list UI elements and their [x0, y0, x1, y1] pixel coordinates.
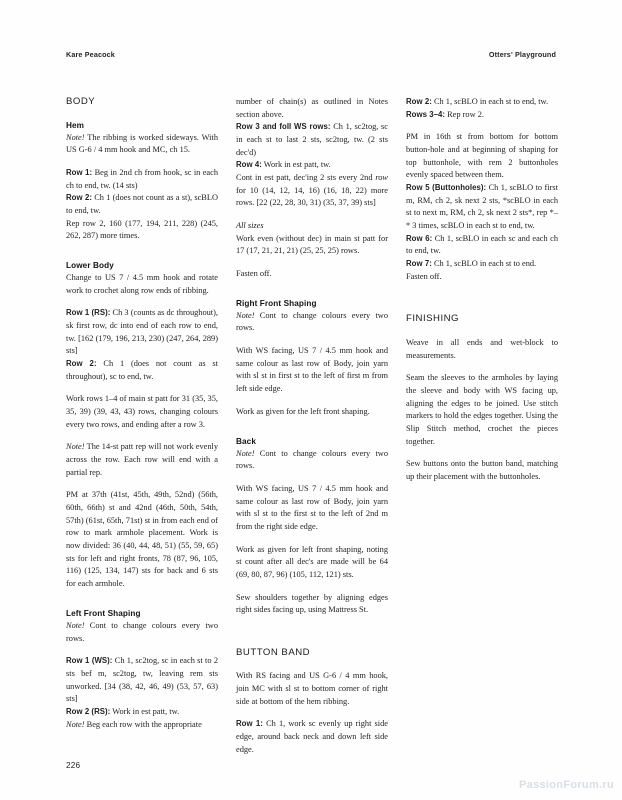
sub-heading: Right Front Shaping	[236, 298, 317, 308]
paragraph	[66, 167, 218, 192]
text-column-1	[66, 96, 218, 731]
text-run: Ch 3 (counts as dc throughout), sk first row, dc into end of each row to end, tw. [162 (179, 196, 213, 230) (247, 264, 289) sts]	[66, 308, 218, 356]
emphasis-run: Note!	[236, 310, 255, 320]
paragraph	[236, 406, 388, 419]
paragraph	[236, 483, 388, 534]
text-run: Ch 1 (does not count as st throughout), sc to end, tw.	[66, 359, 218, 381]
vertical-spacer	[66, 431, 218, 441]
row-label-run: Rows 3–4:	[406, 109, 446, 119]
paragraph	[66, 393, 218, 431]
sub-heading: Left Front Shaping	[66, 608, 141, 618]
vertical-spacer	[66, 243, 218, 260]
row-label-run: Row 1 (RS):	[66, 308, 111, 318]
sub-heading: Hem	[66, 120, 85, 130]
row-label-run: Row 2:	[66, 359, 97, 369]
running-head	[66, 50, 556, 62]
vertical-spacer	[66, 645, 218, 655]
vertical-spacer	[66, 591, 218, 608]
text-run: Work as given for the left front shaping.	[236, 406, 370, 416]
vertical-spacer	[406, 121, 558, 131]
paragraph	[236, 345, 388, 396]
emphasis-run: Note!	[66, 132, 85, 142]
paragraph	[66, 441, 218, 479]
paragraph	[406, 337, 558, 362]
vertical-spacer	[66, 383, 218, 393]
paragraph	[236, 121, 388, 159]
text-run: Ch 1, scBLO in each st to end, tw.	[431, 97, 549, 106]
paragraph	[66, 620, 218, 645]
row-label-run: Row 2 (RS):	[66, 706, 111, 716]
paragraph	[66, 489, 218, 590]
paragraph	[66, 218, 218, 243]
vertical-spacer	[236, 582, 388, 592]
section-heading: BODY	[66, 96, 96, 107]
row-label-run: Row 4:	[236, 160, 262, 170]
paragraph	[66, 358, 218, 383]
text-run: Ch 1, scBLO in each st to end.	[431, 259, 537, 269]
emphasis-run: row	[375, 173, 388, 183]
text-run: Ch 1, sc2tog, sc in each st to last 2 sts, sc2tog, tw. (2 sts dec'd)	[236, 122, 388, 157]
text-run: Seam the sleeves to the armholes by laying the sleeve and body with WS facing up, aligning the edges to be joined. Use stitch markers to hold the edges together. Using the Slip Stitch method, crochet the pieces together.	[406, 373, 558, 446]
paragraph	[236, 718, 388, 756]
vertical-spacer	[236, 534, 388, 544]
paragraph	[66, 132, 218, 157]
text-run: Cont to change colours every two rows.	[66, 620, 218, 643]
section-heading: FINISHING	[406, 313, 460, 325]
paragraph	[66, 192, 218, 217]
text-run: Cont in est patt, dec'ing 2 sts every 2nd	[236, 173, 376, 183]
row-label-run: Row 1 (WS):	[66, 656, 113, 666]
paragraph	[406, 131, 558, 182]
text-run: Beg in 2nd ch from hook, sc in each ch to end, tw. (14 sts)	[66, 167, 219, 190]
text-run: Work even (without dec) in main st patt for 17 (17, 21, 21, 21) (25, 25, 25) rows.	[236, 233, 388, 256]
paragraph	[406, 109, 558, 122]
emphasis-run: Note!	[66, 620, 85, 630]
paragraph	[406, 458, 558, 483]
running-head-title: Otters' Playground	[488, 50, 556, 59]
vertical-spacer	[236, 210, 388, 220]
text-run: Ch 1, sc2tog, sc in each st to 2 sts bef m, sc2tog, tw, leaving rem sts unworked. [34 (38, 42, 46, 49) (53, 57, 63) sts]	[66, 656, 218, 704]
paragraph	[236, 172, 388, 210]
text-run: Fasten off.	[236, 269, 272, 279]
row-label-run: Row 1:	[66, 167, 93, 177]
vertical-spacer	[66, 479, 218, 489]
text-run: Beg each row with the appropriate	[84, 719, 202, 729]
paragraph	[66, 706, 218, 719]
paragraph	[406, 96, 558, 109]
text-run: With WS facing, US 7 / 4.5 mm hook and same colour as last row of Body, join yarn with sl st in first st to the left of first m from left side edge.	[236, 346, 388, 394]
paragraph	[236, 268, 388, 281]
row-label-run: Row 5 (Buttonholes):	[406, 183, 487, 193]
text-run: Work rows 1–4 of main st patt for 31 (35, 35, 35, 39) (39, 43, 43) rows, changing colours every two rows, and ending after a row 3.	[66, 394, 218, 429]
paragraph	[236, 448, 388, 473]
paragraph	[236, 310, 388, 335]
paragraph	[236, 233, 388, 258]
text-run: Sew shoulders together by aligning edges right sides facing up, using Mattress St.	[236, 592, 388, 615]
section-heading: BUTTON BAND	[236, 646, 311, 658]
text-run: PM in 16th st from bottom for bottom button-hole and at beginning of shaping for top buttonhole, with rem 2 buttonholes evenly spaced between them.	[406, 132, 558, 180]
row-label-run: Row 6:	[406, 233, 433, 243]
paragraph	[236, 670, 388, 708]
text-run: Work in est patt, tw.	[261, 160, 331, 170]
text-run: Ch 1, scBLO in each sc and each ch to end, tw.	[406, 233, 559, 256]
vertical-spacer	[406, 283, 558, 313]
emphasis-run: Note!	[66, 719, 85, 729]
paragraph	[236, 220, 388, 233]
row-label-run: Row 2:	[66, 193, 93, 203]
paragraph	[236, 544, 388, 582]
paragraph	[406, 182, 558, 233]
row-label-run: Row 1:	[236, 719, 263, 729]
paragraph	[236, 96, 388, 121]
text-run: Rep row 2, 160 (177, 194, 211, 228) (245, 262, 287) more times.	[66, 218, 218, 241]
text-run: Cont to change colours every two rows.	[236, 448, 388, 471]
paragraph	[66, 272, 218, 297]
paragraph	[66, 655, 218, 706]
paragraph	[66, 719, 218, 732]
paragraph	[236, 592, 388, 617]
text-run: Ch 1, scBLO to first m, RM, ch 2, sk next 2 sts, *scBLO in each st to next m, RM, ch 2, sk next 2 sts*, rep *–* 3 times, scBLO in each st to end, tw.	[406, 183, 558, 231]
text-run: Rep row 2.	[445, 109, 484, 119]
emphasis-run: Note!	[66, 442, 85, 452]
text-column-2	[236, 96, 388, 756]
vertical-spacer	[236, 419, 388, 436]
vertical-spacer	[406, 362, 558, 372]
text-column-3	[406, 96, 558, 484]
text-run: Fasten off.	[406, 271, 442, 281]
sub-heading: Back	[236, 436, 256, 446]
emphasis-run: Note!	[236, 448, 255, 458]
text-run: Work as given for left front shaping, noting st count after all dec's are made will be 64 (69, 80, 87, 96) (105, 112, 121) sts.	[236, 544, 388, 579]
text-run: With RS facing and US G-6 / 4 mm hook, join MC with sl st to bottom corner of right side at bottom of the hem ribbing.	[236, 671, 388, 706]
vertical-spacer	[66, 297, 218, 307]
paragraph	[406, 271, 558, 284]
text-run: PM at 37th (41st, 45th, 49th, 52nd) (56th, 60th, 66th) st and 42nd (46th, 50th, 54th, 57th) (61st, 65th, 71st) st in from each end of row to mark armhole placement. Work is now divided: 36 (40, 44, 48, 51) (55, 59, 65) sts for left and right fronts, 78 (87, 96, 105, 116) (125, 134, 147) sts for back and 6 sts for each armhole.	[66, 490, 218, 589]
vertical-spacer	[66, 157, 218, 167]
running-head-author: Kare Peacock	[66, 50, 115, 59]
text-run: The 14-st patt rep will not work evenly across the row. Each row will end with a partial rep.	[66, 442, 218, 477]
vertical-spacer	[236, 281, 388, 298]
paragraph	[236, 159, 388, 172]
text-run: Work in est patt, tw.	[110, 706, 180, 716]
text-run: The ribbing is worked sideways. With US G-6 / 4 mm hook and MC, ch 15.	[66, 132, 218, 155]
sub-heading: Lower Body	[66, 260, 114, 270]
text-run: for 10 (14, 12, 14, 16) (16, 18, 22) more rows. [22 (22, 28, 30, 31) (35, 37, 39) sts]	[236, 185, 388, 208]
vertical-spacer	[236, 473, 388, 483]
emphasis-run: All sizes	[236, 221, 264, 231]
row-label-run: Row 3 and foll WS rows:	[236, 122, 331, 132]
vertical-spacer	[236, 617, 388, 647]
row-label-run: Row 2:	[406, 97, 432, 106]
text-run: Weave in all ends and wet-block to measurements.	[406, 337, 558, 360]
paragraph	[66, 307, 218, 358]
paragraph	[406, 233, 558, 258]
vertical-spacer	[236, 258, 388, 268]
page-number: 226	[66, 761, 81, 770]
watermark: PassionForum.ru	[519, 779, 614, 791]
paragraph	[406, 258, 558, 271]
vertical-spacer	[236, 708, 388, 718]
text-run: Sew buttons onto the button band, matching up their placement with the buttonholes.	[406, 459, 558, 481]
paragraph	[406, 372, 558, 448]
text-run: Ch 1 (does not count as a st), scBLO to end, tw.	[66, 193, 218, 215]
text-run: Ch 1, work sc evenly up right side edge, around back neck and down left side edge.	[236, 719, 388, 754]
text-run: Cont to change colours every two rows.	[236, 310, 388, 333]
vertical-spacer	[236, 335, 388, 345]
column-container	[66, 96, 560, 754]
text-run: number of chain(s) as outlined in Notes section above.	[236, 97, 388, 119]
vertical-spacer	[406, 448, 558, 458]
text-run: With WS facing, US 7 / 4.5 mm hook and same colour as last row of Body, join yarn with sl st to the first st to the left of 2nd m from the right side edge.	[236, 483, 388, 531]
vertical-spacer	[236, 396, 388, 406]
text-run: Change to US 7 / 4.5 mm hook and rotate work to crochet along row ends of ribbing.	[66, 273, 218, 295]
row-label-run: Row 7:	[406, 259, 432, 269]
